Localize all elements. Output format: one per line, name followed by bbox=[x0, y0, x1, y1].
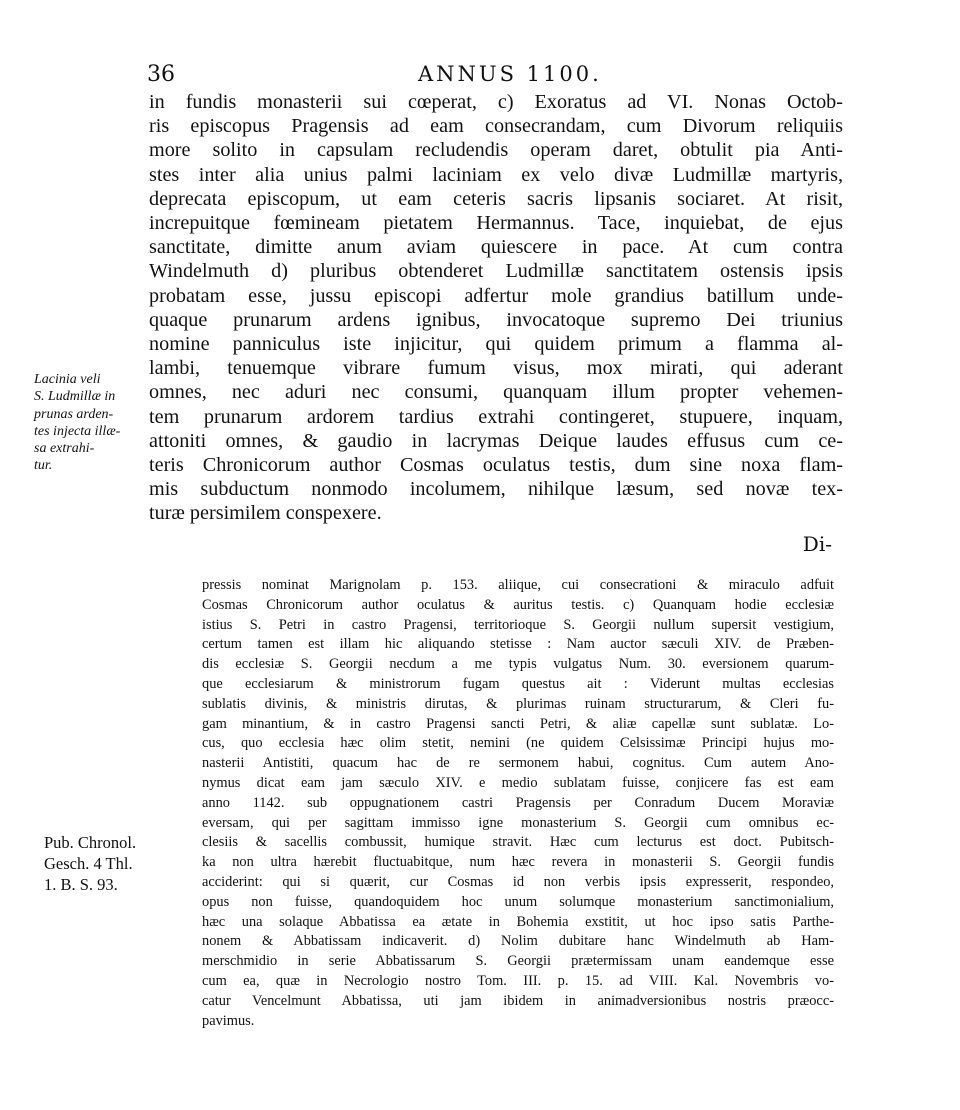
margin-note-line: sa extrahi- bbox=[34, 441, 95, 457]
main-text-line: probatam esse, jussu episcopi adfertur mole grandius batillum unde- bbox=[149, 284, 843, 307]
footnote-line: acciderint: qui si quærit, cur Cosmas id non verbis ipsis expresserit, respondeo, bbox=[202, 873, 834, 890]
main-text-line: sanctitate, dimitte anum aviam quiescere in pace. At cum contra bbox=[149, 236, 843, 259]
footnote-line: nonem & Abbatissam indicaverit. d) Nolim dubitare hanc Windelmuth ab Ham- bbox=[202, 933, 834, 950]
catchword: Di- bbox=[802, 532, 832, 556]
footnote-line: ka non ultra hærebit fluctuabitque, num hæc revera in monasterii S. Georgii fundis bbox=[202, 854, 834, 871]
margin-reference-line: Gesch. 4 Thl. bbox=[44, 854, 133, 873]
footnote-line: eversam, qui per sagittam immisso igne monasterium S. Georgii cum omnibus ec- bbox=[202, 814, 834, 831]
margin-reference-line: 1. B. S. 93. bbox=[44, 875, 118, 894]
footnote-line: pavimus. bbox=[202, 1012, 255, 1029]
main-text-line: teris Chronicorum author Cosmas oculatus testis, dum sine noxa flam- bbox=[149, 454, 843, 477]
main-text-line: more solito in capsulam recludendis operam daret, obtulit pia Anti- bbox=[149, 139, 843, 162]
main-text-line: nomine panniculus iste injicitur, qui quidem primum a flamma al- bbox=[149, 333, 843, 356]
main-text-line: Windelmuth d) pluribus obtenderet Ludmillæ sanctitatem ostensis ipsis bbox=[149, 260, 843, 283]
page-number: 36 bbox=[147, 62, 175, 87]
footnote-line: clesiis & sacellis combussit, humique stravit. Hæc cum lecturus est doct. Pubitsch- bbox=[202, 834, 834, 851]
footnote-line: cum ea, quæ in Necrologio nostro Tom. III. p. 15. ad VIII. Kal. Novembris vo- bbox=[202, 972, 834, 989]
margin-reference-line: Pub. Chronol. bbox=[44, 833, 137, 852]
margin-note bbox=[34, 371, 146, 475]
margin-note-line: tur. bbox=[34, 458, 53, 474]
footnote-line: istius S. Petri in castro Pragensi, territorioque S. Georgii nullum supersit vestigium, bbox=[202, 616, 834, 633]
margin-note-line: Lacinia veli bbox=[34, 372, 101, 387]
footnotes bbox=[202, 576, 834, 1031]
margin-reference bbox=[44, 832, 154, 895]
main-text-line: stes inter alia unius palmi laciniam ex velo divæ Ludmillæ martyris, bbox=[149, 163, 843, 186]
footnote-line: gam minantium, & in castro Pragensi sancti Petri, & aliæ capellæ sunt sublatæ. Lo- bbox=[202, 715, 834, 732]
main-text-line: in fundis monasterii sui cœperat, c) Exoratus ad VI. Nonas Octob- bbox=[149, 91, 843, 113]
main-text-line: lambi, tenuemque vibrare fumum visus, mox mirati, qui aderant bbox=[149, 357, 843, 380]
main-text-line: omnes, nec aduri nec consumi, quanquam illum propter vehemen- bbox=[149, 381, 843, 404]
footnote-line: dis ecclesiæ S. Georgii necdum a me typis vulgatus Num. 30. eversionem quarum- bbox=[202, 656, 834, 673]
footnote-line: nasterii Antistiti, quacum hac de re sermonem habui, cognitus. Cum autem Ano- bbox=[202, 755, 834, 772]
footnote-line: que ecclesiarum & ministrorum fugam questus ait : Viderunt multas ecclesias bbox=[202, 675, 834, 692]
footnote-line: anno 1142. sub oppugnationem castri Pragensis per Conradum Ducem Moraviæ bbox=[202, 794, 834, 811]
footnote-line: certum tamen est illam hic aliquando stetisse : Nam auctor sæculi XIV. de Præben- bbox=[202, 636, 834, 653]
margin-note-line: tes injecta illæ- bbox=[34, 423, 121, 439]
footnote-line: cus, quo ecclesia hæc olim stetit, nemini (ne quidem Celsissimæ Principi hujus mo- bbox=[202, 735, 834, 752]
main-text-line: mis subductum nonmodo incolumem, nihilque læsum, sed novæ tex- bbox=[149, 478, 843, 501]
margin-note-line: prunas arden- bbox=[34, 406, 114, 422]
footnote-line: pressis nominat Marignolam p. 153. aliique, cui consecrationi & miraculo adfuit bbox=[202, 577, 834, 593]
running-head: ANNUS 1100. bbox=[418, 62, 602, 86]
footnote-line: merschmidio in serie Abbatissarum S. Georgii prætermissam unam eandemque esse bbox=[202, 953, 834, 970]
footnote-line: nymus dicat eam jam sæculo XIV. e medio sublatam fuisse, conjicere fas est eam bbox=[202, 774, 834, 791]
footnote-line: hæc una solaque Abbatissa ea ætate in Bohemia exstitit, ut hoc ipso satis Parthe- bbox=[202, 913, 834, 930]
main-text-line: ris episcopus Pragensis ad eam consecrandam, cum Divorum reliquiis bbox=[149, 115, 843, 138]
footnote-line: catur Vencelmunt Abbatissa, uti jam ibidem in animadversionibus nostris præocc- bbox=[202, 992, 834, 1009]
main-text-line: increpuitque fœmineam pietatem Hermannus. Tace, inquiebat, de ejus bbox=[149, 212, 843, 235]
main-text-line: tem prunarum ardorem tardius extrahi contingeret, stupuere, inquam, bbox=[149, 405, 843, 428]
main-text-line: deprecata episcopum, ut eam ceteris sacris lipsanis sociaret. At risit, bbox=[149, 187, 843, 210]
footnote-line: opus non fuisse, quandoquidem hoc unum solumque monasterium sanctimonialium, bbox=[202, 893, 834, 910]
main-text-line: turæ persimilem conspexere. bbox=[149, 502, 382, 525]
main-text bbox=[149, 90, 843, 526]
main-text-line: quaque prunarum ardens ignibus, invocatoque supremo Dei triunius bbox=[149, 308, 843, 331]
footnote-line: sublatis divinis, & ministris dirutas, & plurimas ruinam structurarum, & Cleri fu- bbox=[202, 695, 834, 712]
footnote-line: Cosmas Chronicorum author oculatus & auritus testis. c) Quanquam hodie ecclesiæ bbox=[202, 596, 834, 613]
margin-note-line: S. Ludmillæ in bbox=[34, 389, 116, 405]
main-text-line: attoniti omnes, & gaudio in lacrymas Deique laudes effusus cum ce- bbox=[149, 429, 843, 452]
